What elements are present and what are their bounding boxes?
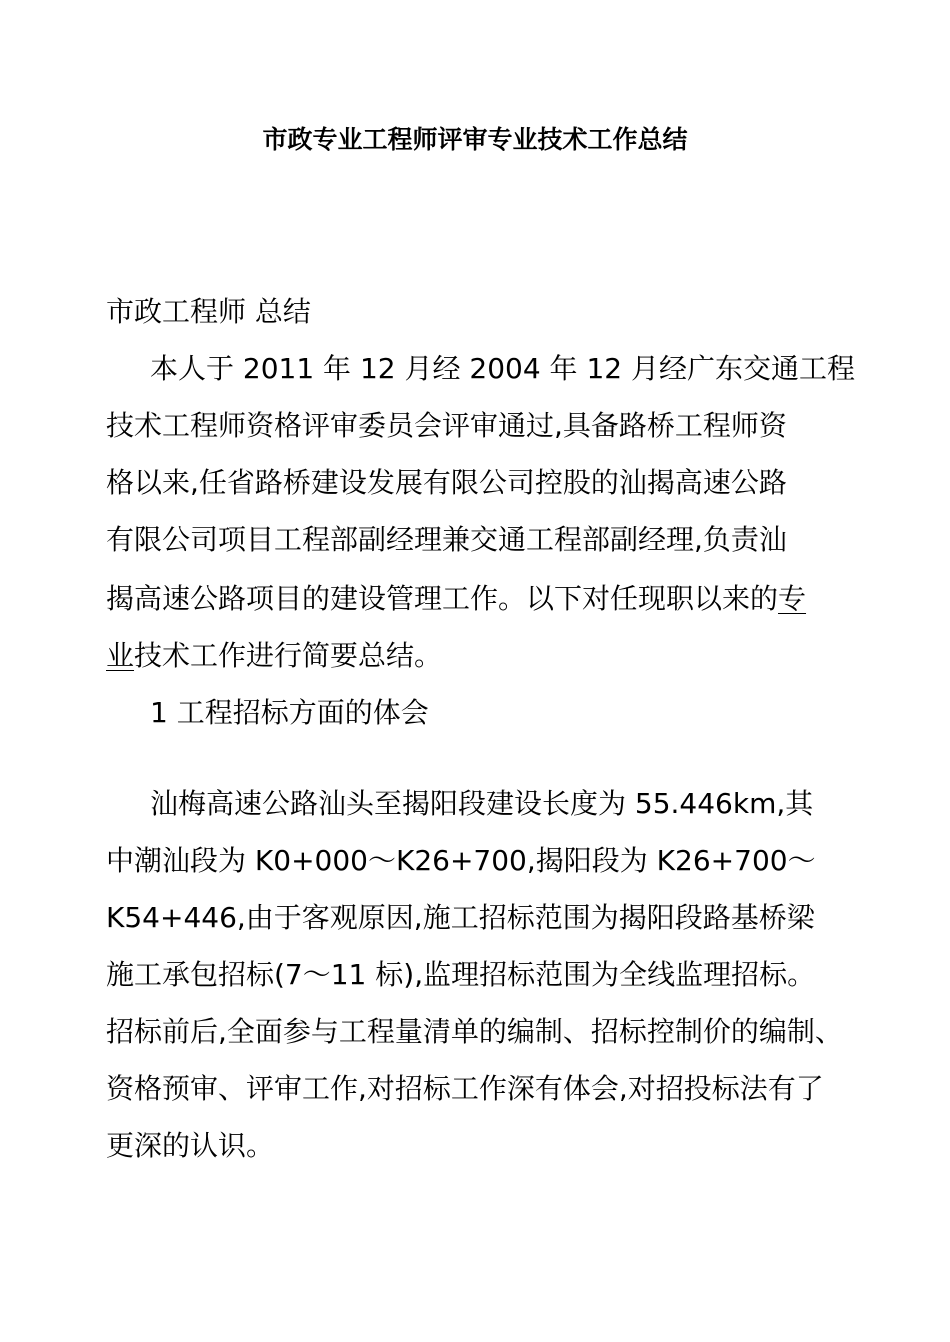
document-title: 市政专业工程师评审专业技术工作总结 xyxy=(262,125,688,154)
paragraph-2-line-3: K54+446,由于客观原因,施工招标范围为揭阳段路基桥梁 xyxy=(106,901,815,934)
paragraph-1-line-2: 技术工程师资格评审委员会评审通过,具备路桥工程师资 xyxy=(106,409,787,442)
underlined-text: 业 xyxy=(106,639,135,672)
paragraph-1-line-1: 本人于 2011 年 12 月经 2004 年 12 月经广东交通工程 xyxy=(150,352,855,385)
paragraph-1-line-5 xyxy=(106,579,806,619)
paragraph-1-line-4: 有限公司项目工程部副经理兼交通工程部副经理,负责汕 xyxy=(106,523,787,556)
paragraph-2-line-6: 资格预审、评审工作,对招标工作深有体会,对招投标法有了 xyxy=(106,1072,824,1105)
section-1-heading: 1 工程招标方面的体会 xyxy=(150,696,429,729)
paragraph-1-line-5-text: 揭高速公路项目的建设管理工作。以下对任现职以来的 xyxy=(106,582,779,615)
paragraph-1-line-6-text: 技术工作进行简要总结。 xyxy=(134,639,443,672)
paragraph-1-line-3: 格以来,任省路桥建设发展有限公司控股的汕揭高速公路 xyxy=(106,466,787,499)
paragraph-2-line-5: 招标前后,全面参与工程量清单的编制、招标控制价的编制、 xyxy=(106,1015,843,1048)
paragraph-2-line-2: 中潮汕段为 K0+000～K26+700,揭阳段为 K26+700～ xyxy=(106,844,816,877)
underlined-text: 专 xyxy=(778,582,807,615)
paragraph-2-line-1: 汕梅高速公路汕头至揭阳段建设长度为 55.446km,其 xyxy=(150,787,814,820)
document-subtitle: 市政工程师 总结 xyxy=(106,295,311,328)
paragraph-2-line-7: 更深的认识。 xyxy=(106,1129,275,1162)
paragraph-1-line-6 xyxy=(106,636,442,676)
paragraph-2-line-4: 施工承包招标(7～11 标),监理招标范围为全线监理招标。 xyxy=(106,958,816,991)
